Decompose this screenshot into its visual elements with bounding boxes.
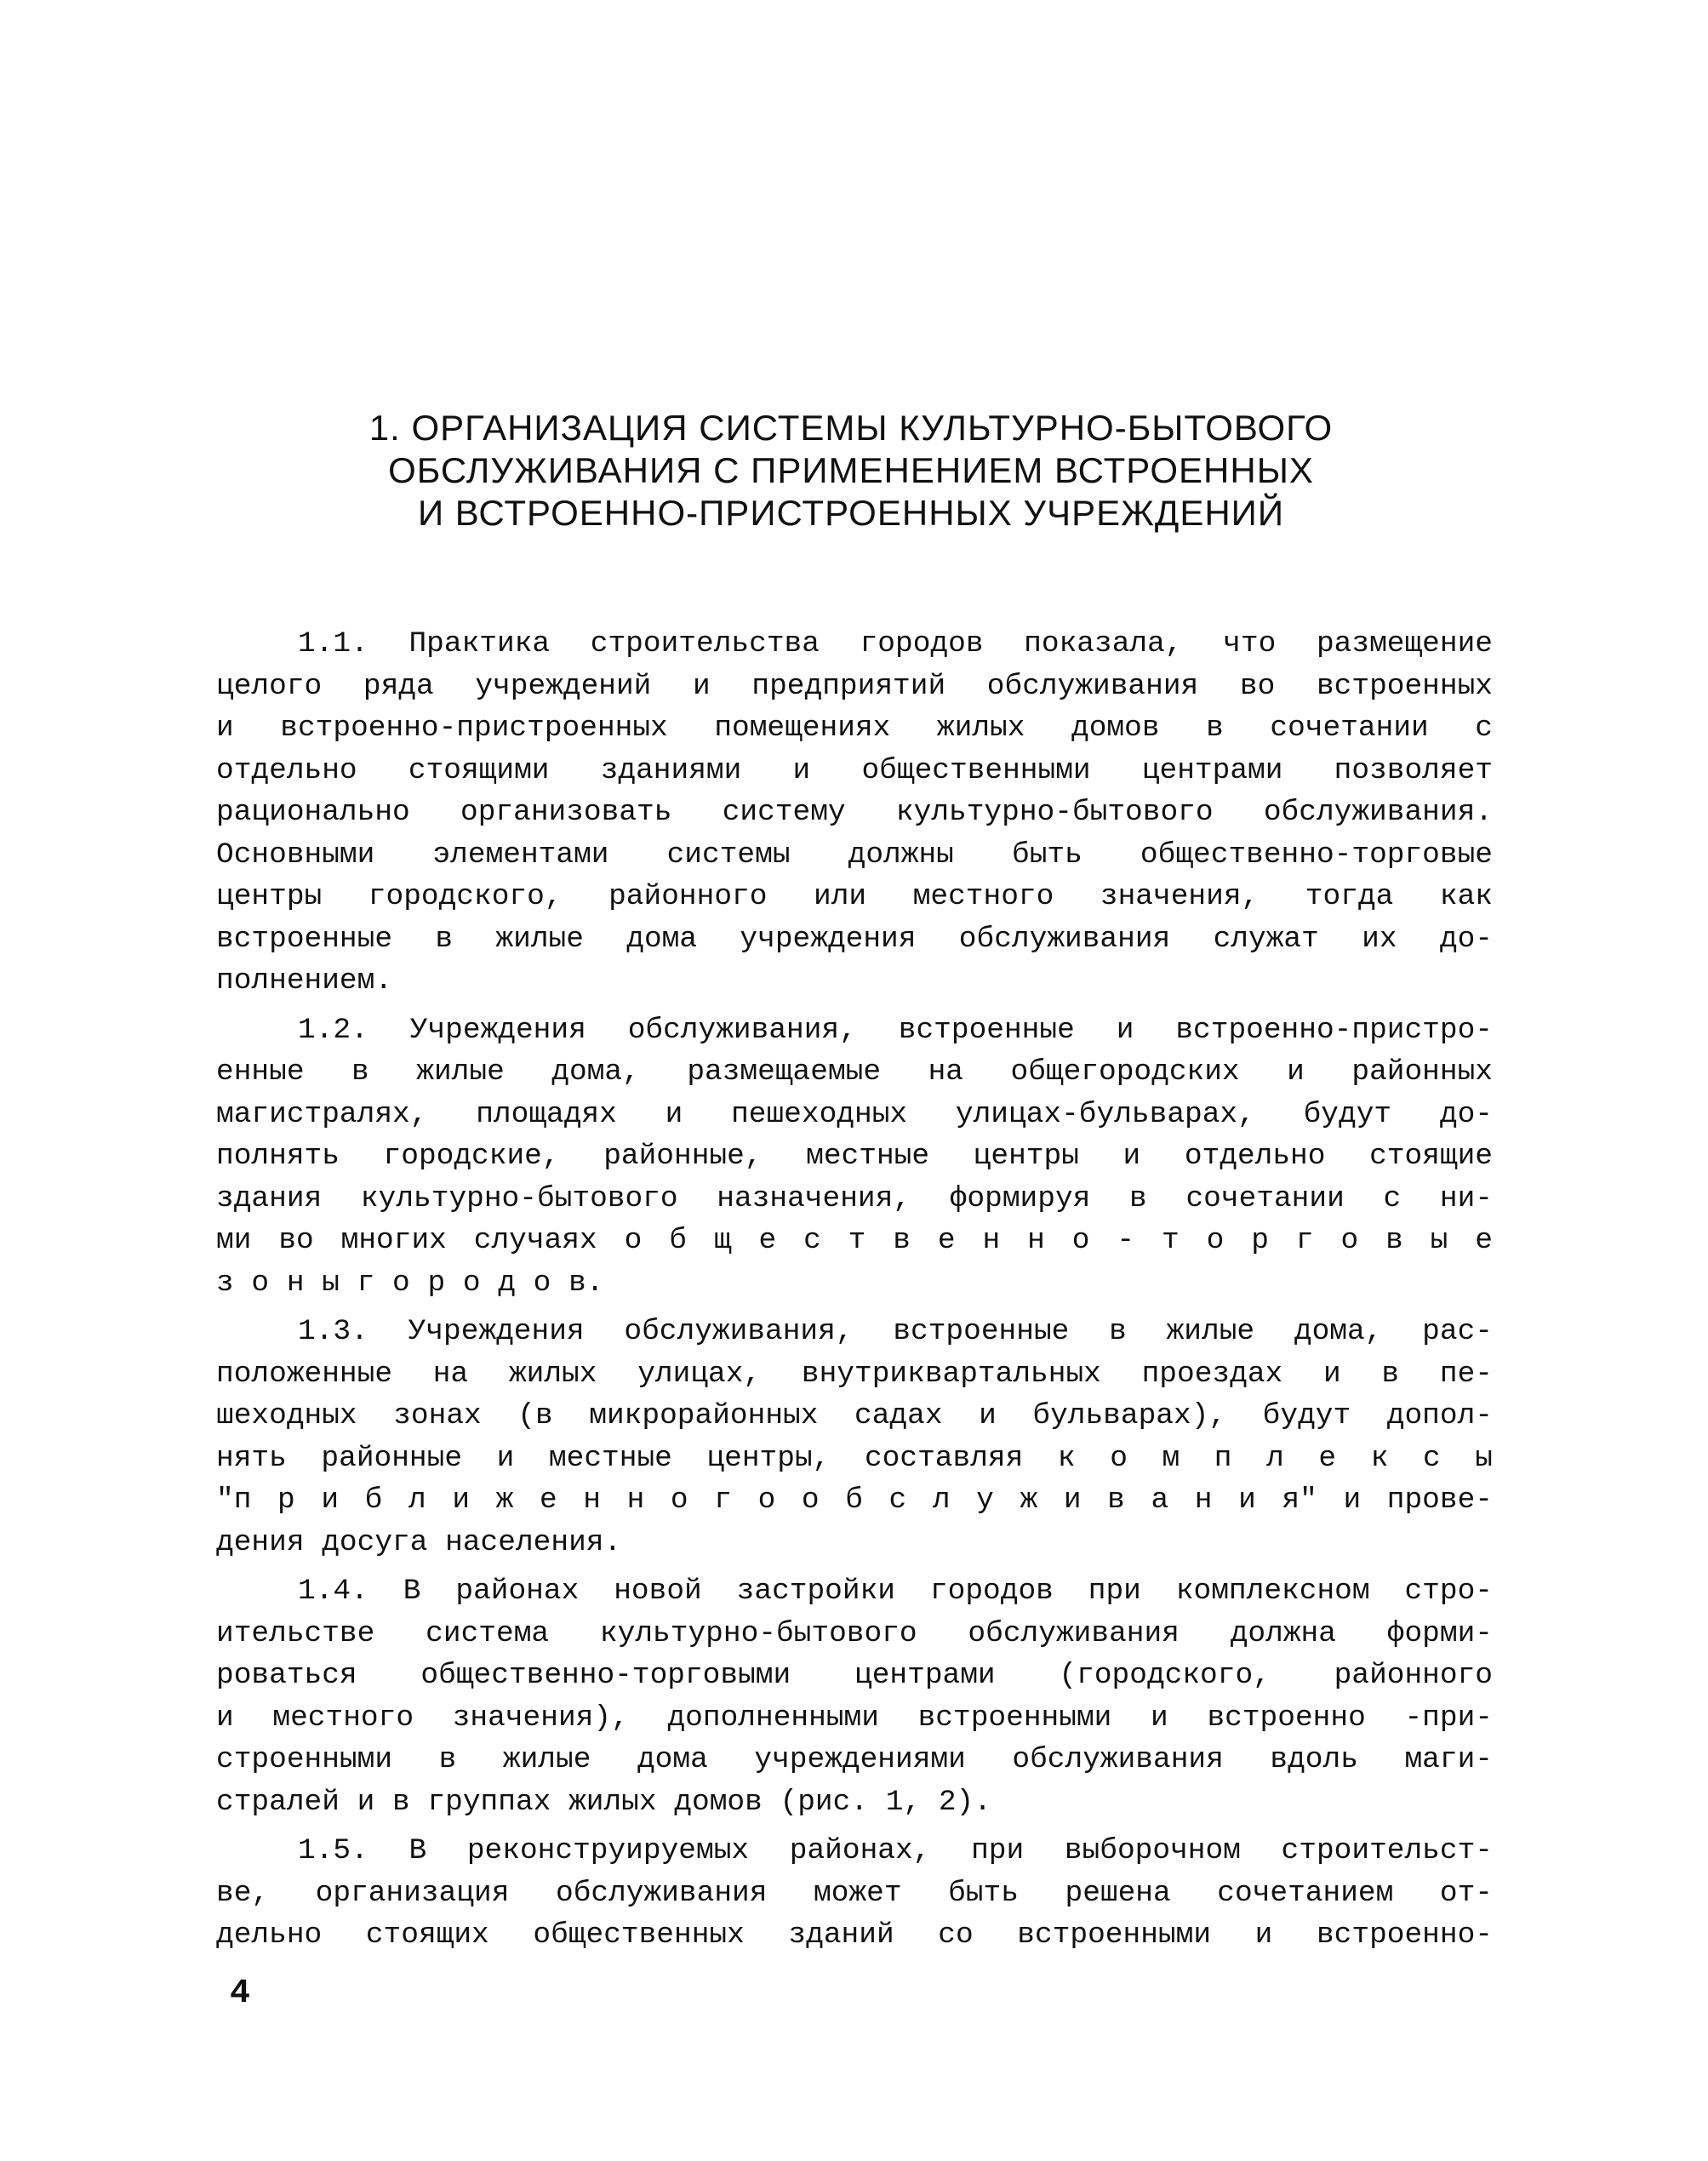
heading-line: И ВСТРОЕННО-ПРИСТРОЕННЫХ УЧРЕЖДЕНИЙ [417,493,1285,533]
text-line: центры городского, районного или местного значения, тогда как [216,880,1493,913]
page-number: 4 [230,1975,251,2013]
paragraph-1-4 [216,1570,1493,1823]
text-line: рационально организовать систему культурно-бытового обслуживания. [216,796,1493,829]
section-heading [255,407,1447,535]
text-line: 1.3. Учреждения обслуживания, встроенные в жилые дома, рас- [298,1315,1493,1348]
text-line: стралей и в группах жилых домов (рис. 1, 2). [216,1785,991,1819]
text-line: здания культурно-бытового назначения, формируя в сочетании с ни- [216,1181,1493,1215]
text-line: и встроенно-пристроенных помещениях жилых домов в сочетании с [216,712,1493,745]
heading-line: ОБСЛУЖИВАНИЯ С ПРИМЕНЕНИЕМ ВСТРОЕННЫХ [388,450,1314,490]
paragraph-1-3 [216,1311,1493,1564]
text-line: енные в жилые дома, размещаемые на общегородских и районных [216,1055,1493,1089]
text-line: дельно стоящих общественных зданий со встроенными и встроенно- [216,1918,1493,1952]
text-line: встроенные в жилые дома учреждения обслуживания служат их до- [216,922,1493,956]
text-line: Основными элементами системы должны быть общественно-торговые [216,838,1493,872]
text-line: ительстве система культурно-бытового обслуживания должна форми- [216,1616,1493,1650]
text-line: 1.1. Практика строительства городов показала, что размещение [298,627,1493,660]
text-line: строенными в жилые дома учреждениями обслуживания вдоль маги- [216,1743,1493,1776]
text-line: 1.5. В реконструируемых районах, при выборочном строительст- [298,1834,1493,1867]
paragraph-1-1 [216,623,1493,1003]
text-line: положенные на жилых улицах, внутриквартальных проездах и в пе- [216,1357,1493,1391]
text-line: магистралях, площадях и пешеходных улицах-бульварах, будут до- [216,1097,1493,1131]
text-line: 1.4. В районах новой застройки городов при комплексном стро- [298,1575,1493,1608]
text-line: ми во многих случаях о б щ е с т в е н н о - т о р г о в ы е [216,1224,1493,1257]
body-text [216,623,1493,1964]
text-line: роваться общественно-торговыми центрами (городского, районного [216,1659,1493,1692]
text-line: нять районные и местные центры, составляя к о м п л е к с ы [216,1441,1493,1475]
heading-line: 1. ОРГАНИЗАЦИЯ СИСТЕМЫ КУЛЬТУРНО-БЫТОВОГО [368,408,1334,448]
text-line: з о н ы г о р о д о в. [216,1266,604,1300]
text-line: полнением. [216,964,393,998]
text-line: целого ряда учреждений и предприятий обслуживания во встроенных [216,669,1493,703]
paragraph-1-5 [216,1830,1493,1957]
text-line: "п р и б л и ж е н н о г о о б с л у ж и в а н и я" и прове- [216,1484,1493,1517]
text-line: 1.2. Учреждения обслуживания, встроенные и встроенно-пристро- [298,1013,1493,1047]
text-line: отдельно стоящими зданиями и общественными центрами позволяет [216,753,1493,787]
text-line: полнять городские, районные, местные центры и отдельно стоящие [216,1140,1493,1173]
text-line: шеходных зонах (в микрорайонных садах и бульварах), будут допол- [216,1399,1493,1432]
text-line: дения досуга населения. [216,1525,622,1559]
paragraph-1-2 [216,1009,1493,1305]
text-line: и местного значения), дополненными встроенными и встроенно -при- [216,1701,1493,1735]
text-line: ве, организация обслуживания может быть решена сочетанием от- [216,1876,1493,1910]
